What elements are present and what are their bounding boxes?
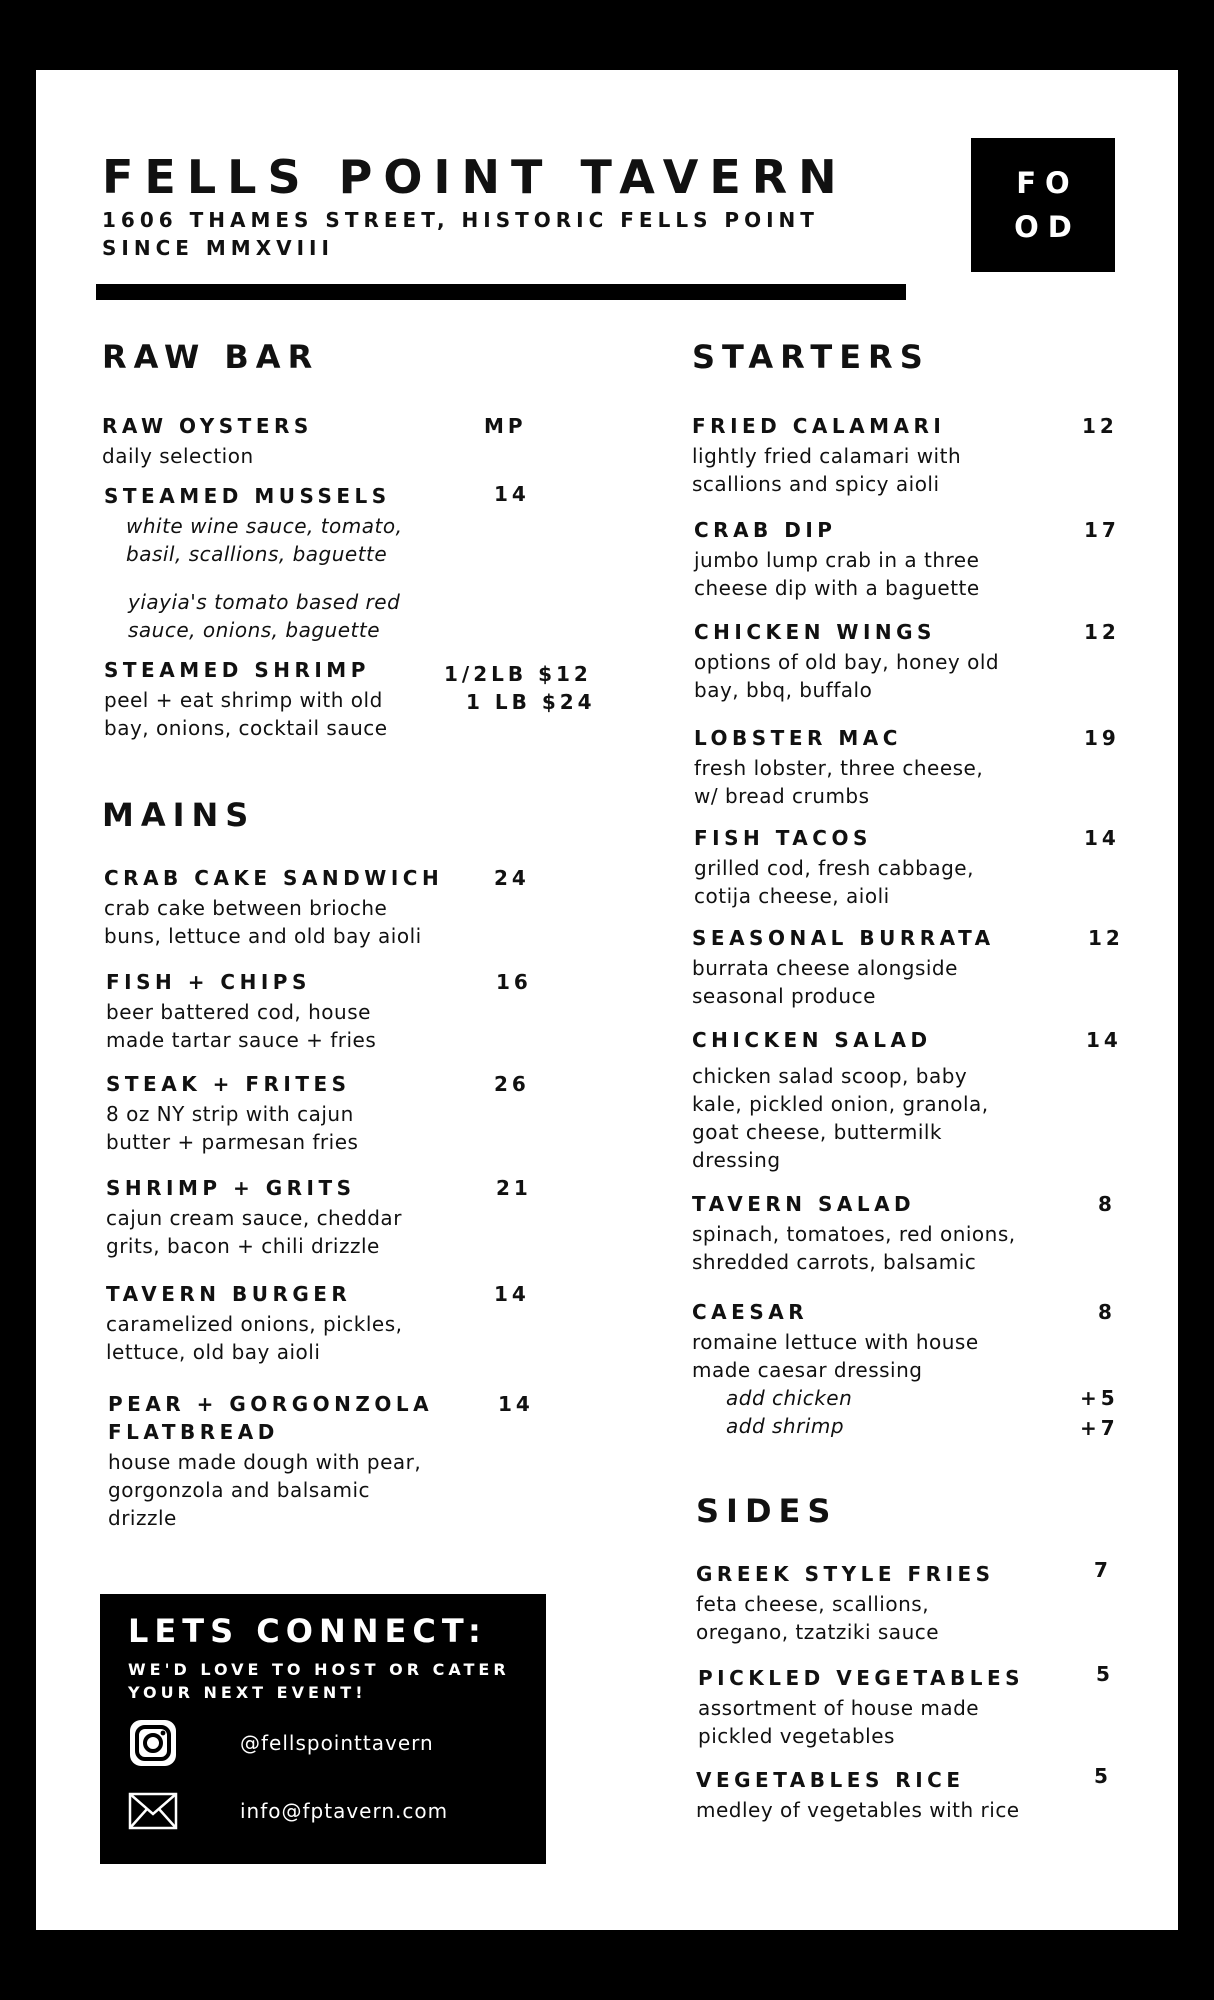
menu-item-desc: cajun cream sauce, cheddar [106, 1206, 402, 1230]
menu-item-name-cont: FLATBREAD [108, 1420, 279, 1444]
menu-item-name: PEAR + GORGONZOLA [108, 1392, 434, 1416]
menu-item-desc: scallions and spicy aioli [692, 472, 940, 496]
menu-item-desc: grilled cod, fresh cabbage, [694, 856, 974, 880]
mail-icon [128, 1786, 178, 1836]
menu-item-desc: kale, pickled onion, granola, [692, 1092, 989, 1116]
menu-page [36, 70, 1178, 1930]
menu-item-desc: fresh lobster, three cheese, [694, 756, 984, 780]
menu-item-price: MP [484, 414, 527, 438]
menu-item-desc: peel + eat shrimp with old [104, 688, 383, 712]
menu-item-desc: 8 oz NY strip with cajun [106, 1102, 354, 1126]
menu-item-desc: burrata cheese alongside [692, 956, 958, 980]
menu-item-name: CRAB DIP [694, 518, 837, 542]
menu-item-desc: made caesar dressing [692, 1358, 923, 1382]
menu-item-desc: crab cake between brioche [104, 896, 388, 920]
menu-item-price: 24 [494, 866, 530, 890]
menu-item-desc: gorgonzola and balsamic [108, 1478, 371, 1502]
menu-item-price-alt: 1 LB $24 [466, 690, 596, 714]
section-heading-mains: MAINS [102, 796, 256, 834]
menu-item-price: 12 [1088, 926, 1124, 950]
menu-item-name: FISH TACOS [694, 826, 872, 850]
menu-item-desc: grits, bacon + chili drizzle [106, 1234, 380, 1258]
badge-line-1: FO [1016, 166, 1079, 200]
menu-item-desc: made tartar sauce + fries [106, 1028, 377, 1052]
menu-item-name: PICKLED VEGETABLES [698, 1666, 1025, 1690]
header-divider [96, 284, 906, 300]
addon-price: +7 [1080, 1416, 1119, 1440]
restaurant-name: FELLS POINT TAVERN [102, 150, 848, 204]
menu-item-desc: pickled vegetables [698, 1724, 895, 1748]
menu-item-price: 8 [1098, 1192, 1116, 1216]
section-heading-raw-bar: RAW BAR [102, 338, 320, 376]
menu-item-desc-alt: yiayia's tomato based red [128, 590, 401, 614]
menu-item-desc: bay, onions, cocktail sauce [104, 716, 388, 740]
menu-item-price: 26 [494, 1072, 530, 1096]
menu-item-price: 12 [1084, 620, 1120, 644]
menu-item-name: STEAMED SHRIMP [104, 658, 370, 682]
menu-item-desc: options of old bay, honey old [694, 650, 1000, 674]
menu-item-price: 14 [494, 482, 530, 506]
menu-item-price: 21 [496, 1176, 532, 1200]
menu-item-desc: spinach, tomatoes, red onions, [692, 1222, 1016, 1246]
menu-item-name: CAESAR [692, 1300, 809, 1324]
badge-line-2: OD [1014, 210, 1081, 244]
menu-item-desc: daily selection [102, 444, 254, 468]
menu-item-desc: butter + parmesan fries [106, 1130, 359, 1154]
menu-item-desc: cotija cheese, aioli [694, 884, 890, 908]
menu-item-name: STEAMED MUSSELS [104, 484, 391, 508]
menu-item-name: TAVERN SALAD [692, 1192, 916, 1216]
menu-item-price: 8 [1098, 1300, 1116, 1324]
menu-item-desc: white wine sauce, tomato, [126, 514, 403, 538]
menu-item-desc-alt: sauce, onions, baguette [128, 618, 380, 642]
menu-item-desc: house made dough with pear, [108, 1450, 422, 1474]
instagram-row[interactable] [128, 1718, 434, 1768]
menu-item-name: SHRIMP + GRITS [106, 1176, 356, 1200]
menu-item-desc: buns, lettuce and old bay aioli [104, 924, 422, 948]
menu-item-desc: cheese dip with a baguette [694, 576, 980, 600]
restaurant-address [102, 206, 819, 262]
menu-item-price: 14 [494, 1282, 530, 1306]
connect-subtitle-line: WE'D LOVE TO HOST OR CATER [128, 1660, 510, 1679]
menu-item-desc: bay, bbq, buffalo [694, 678, 873, 702]
menu-item-desc: lettuce, old bay aioli [106, 1340, 321, 1364]
menu-item-price: 14 [1086, 1028, 1122, 1052]
menu-item-desc: jumbo lump crab in a three [694, 548, 980, 572]
menu-item-name: FISH + CHIPS [106, 970, 311, 994]
menu-item-desc: medley of vegetables with rice [696, 1798, 1020, 1822]
menu-item-name: CHICKEN SALAD [692, 1028, 932, 1052]
menu-item-desc: beer battered cod, house [106, 1000, 371, 1024]
addon-price: +5 [1080, 1386, 1119, 1410]
menu-item-desc: lightly fried calamari with [692, 444, 962, 468]
menu-item-desc: w/ bread crumbs [694, 784, 870, 808]
email-address[interactable]: info@fptavern.com [240, 1799, 449, 1823]
menu-item-price: 5 [1094, 1764, 1112, 1788]
addon-label: add chicken [726, 1386, 853, 1410]
menu-item-desc: seasonal produce [692, 984, 876, 1008]
menu-item-desc: shredded carrots, balsamic [692, 1250, 977, 1274]
connect-box [100, 1594, 546, 1864]
menu-item-name: CHICKEN WINGS [694, 620, 936, 644]
menu-item-price: 5 [1096, 1662, 1114, 1686]
menu-item-desc: goat cheese, buttermilk [692, 1120, 943, 1144]
menu-item-price: 1/2LB $12 [444, 662, 592, 686]
menu-item-price: 12 [1082, 414, 1118, 438]
menu-item-name: FRIED CALAMARI [692, 414, 946, 438]
menu-item-desc: feta cheese, scallions, [696, 1592, 930, 1616]
menu-item-price: 17 [1084, 518, 1120, 542]
menu-item-price: 14 [1084, 826, 1120, 850]
address-line: 1606 THAMES STREET, HISTORIC FELLS POINT [102, 208, 819, 232]
section-heading-sides: SIDES [696, 1492, 838, 1530]
instagram-handle[interactable]: @fellspointtavern [240, 1731, 434, 1755]
menu-item-desc: assortment of house made [698, 1696, 980, 1720]
menu-item-name: SEASONAL BURRATA [692, 926, 995, 950]
menu-item-name: CRAB CAKE SANDWICH [104, 866, 444, 890]
instagram-icon [128, 1718, 178, 1768]
menu-item-price: 14 [498, 1392, 534, 1416]
menu-item-name: LOBSTER MAC [694, 726, 902, 750]
connect-subtitle-line: YOUR NEXT EVENT! [128, 1683, 367, 1702]
menu-item-desc: basil, scallions, baguette [126, 542, 388, 566]
menu-item-price: 19 [1084, 726, 1120, 750]
section-heading-starters: STARTERS [692, 338, 930, 376]
since-line: SINCE MMXVIII [102, 236, 334, 260]
menu-item-desc: drizzle [108, 1506, 177, 1530]
menu-item-name: STEAK + FRITES [106, 1072, 351, 1096]
connect-title: LETS CONNECT: [128, 1612, 487, 1650]
menu-item-name: GREEK STYLE FRIES [696, 1562, 995, 1586]
menu-item-desc: oregano, tzatziki sauce [696, 1620, 940, 1644]
menu-item-name: VEGETABLES RICE [696, 1768, 965, 1792]
menu-item-price: 16 [496, 970, 532, 994]
menu-item-desc: dressing [692, 1148, 781, 1172]
food-badge [971, 138, 1115, 272]
menu-item-desc: romaine lettuce with house [692, 1330, 979, 1354]
menu-item-price: 7 [1094, 1558, 1112, 1582]
connect-subtitle [128, 1658, 528, 1704]
menu-item-name: TAVERN BURGER [106, 1282, 352, 1306]
menu-item-desc: chicken salad scoop, baby [692, 1064, 968, 1088]
email-row[interactable] [128, 1786, 449, 1836]
menu-item-name: RAW OYSTERS [102, 414, 313, 438]
addon-label: add shrimp [726, 1414, 845, 1438]
menu-item-desc: caramelized onions, pickles, [106, 1312, 403, 1336]
